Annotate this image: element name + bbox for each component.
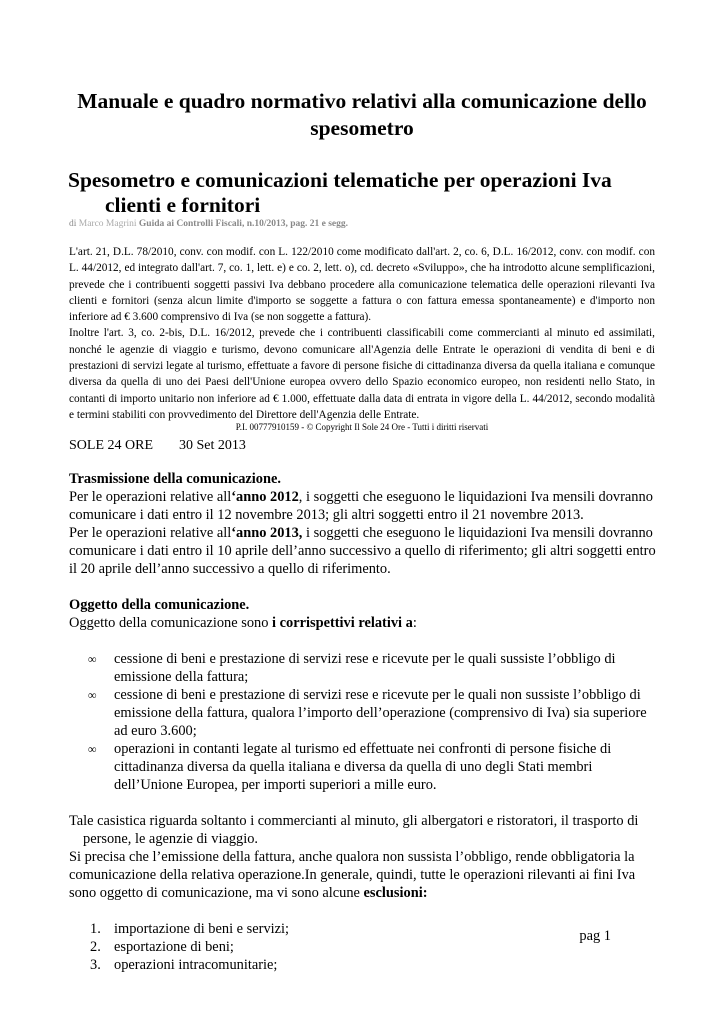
source-line <box>69 438 246 454</box>
bold-run: esclusioni: <box>363 885 428 901</box>
text-run: : <box>412 615 417 631</box>
list-item <box>69 686 659 740</box>
text-run: Per le operazioni relative all <box>69 489 232 505</box>
abstract-paragraph-2: Inoltre l'art. 3, co. 2-bis, D.L. 16/2012, prevede che i contribuenti classificabili come commercianti al minuto ed assimilati, nonché le agenzie di viaggio e turismo, devono comunicare all'Agenzia delle Entrate le operazioni di vendita di beni e di prestazioni di servizi legate al turismo, effettuate a favore di persone fisiche di cittadinanza diversa da quella italiana e comunque diversa da quella di uno dei Paesi dell'Unione europea ovvero dello Spazio economico europeo, non residenti nello Stato, in contanti di importo unitario non inferiore ad € 1.000, effettuate dalla data di entrata in vigore della L. 44/2012, secondo modalità e termini stabiliti con provvedimento del Direttore dell'Agenzia delle Entrate. <box>69 327 655 421</box>
text-run: Oggetto della comunicazione sono <box>69 615 273 631</box>
byline-author: Marco Magrini <box>78 219 137 229</box>
byline-source: Guida ai Controlli Fiscali, n.10/2013, pag. 21 e segg. <box>138 219 349 229</box>
bold-run: i corrispettivi relativi a <box>272 615 413 631</box>
spacer <box>69 578 659 596</box>
section-heading-trasmissione: Trasmissione della comunicazione. <box>69 471 281 487</box>
article-subtitle <box>68 168 668 218</box>
abstract-paragraph-1: L'art. 21, D.L. 78/2010, conv. con modif. con L. 122/2010 come modificato dall'art. 2, co. 6, D.L. 16/2012, conv. con modif. con L. 44/2012, ed integrato dall'art. 7, co. 1, lett. e) e co. 2, lett. o), cd. decreto «Sviluppo», che ha introdotto alcune semplificazioni, prevede che i contribuenti soggetti passivi Iva debbano procedere alla comunicazione telematica delle operazioni rilevanti Iva clienti e fornitori (senza alcun limite d'importo se soggette a fattura o con fattura emessa spontaneamente) e d'importo non inferiore ad € 3.600 comprensivo di Iva (se non soggette a fattura). <box>69 246 655 324</box>
spacer <box>69 794 659 812</box>
byline <box>69 219 348 229</box>
text-run: Per le operazioni relative all <box>69 525 232 541</box>
text-run: , i soggetti che eseguono le liquidazioni Iva mensili dovranno comunicare i dati entro il 12 novembre 2013; gli altri soggetti entro il 21 novembre 2013. <box>69 489 653 523</box>
source-date: 30 Set 2013 <box>179 438 246 453</box>
copyright-notice: P.I. 00777910159 - © Copyright Il Sole 24 Ore - Tutti i diritti riservati <box>235 422 489 432</box>
spacer <box>69 632 659 650</box>
subtitle-line-2: clienti e fornitori <box>105 193 261 217</box>
paragraph-anno-2012 <box>69 488 659 524</box>
list-item <box>69 938 659 956</box>
page-number: pag 1 <box>579 928 611 944</box>
list-item <box>69 956 659 974</box>
document-body <box>69 470 659 974</box>
paragraph-casistica <box>69 812 659 848</box>
text-run: i soggetti che eseguono le liquidazioni Iva mensili dovranno comunicare i dati entro il 10 aprile dell’anno successivo a quello di riferimento; gli altri soggetti entro il 20 aprile dell’anno successivo a quello di riferimento. <box>69 525 656 577</box>
bold-run: ‘anno 2013, <box>231 525 303 541</box>
list-item <box>69 740 659 794</box>
list-item-text: cessione di beni e prestazione di servizi rese e ricevute per le quali sussiste l’obbligo di emissione della fattura; <box>114 651 616 685</box>
bold-run: ‘anno 2012 <box>231 489 299 505</box>
paragraph-oggetto-intro <box>69 614 659 632</box>
list-number: 3. <box>90 957 101 973</box>
exclusions-list <box>69 920 659 974</box>
document-title: Manuale e quadro normativo relativi alla comunicazione dello spesometro <box>77 89 647 140</box>
text-run: Si precisa che l’emissione della fattura, anche qualora non sussista l’obbligo, rende obbligatoria la comunicazione della relativa operazione.In generale, quindi, tutte le operazioni rilevanti ai fini Iva sono oggetto di comunicazione, ma vi sono alcune <box>69 849 636 901</box>
corrispettivi-list <box>69 650 659 794</box>
list-item <box>69 650 659 686</box>
text-run: persone, le agenzie di viaggio. <box>83 831 259 847</box>
section-heading-oggetto: Oggetto della comunicazione. <box>69 597 250 613</box>
list-item-text: operazioni in contanti legate al turismo ed effettuate nei confronti di persone fisiche di cittadinanza diversa da quella italiana e diversa da quella di uno degli Stati membri dell’Unione Europea, per importi superiori a mille euro. <box>114 741 612 793</box>
byline-prefix: di <box>69 219 77 229</box>
paragraph-anno-2013 <box>69 524 659 578</box>
paragraph-precisa <box>69 848 659 902</box>
list-item-text: operazioni intracomunitarie; <box>114 957 278 973</box>
text-run: Tale casistica riguarda soltanto i commercianti al minuto, gli albergatori e ristoratori, il trasporto di <box>69 813 639 829</box>
subtitle-line-1: Spesometro e comunicazioni telematiche per operazioni Iva <box>68 168 612 192</box>
list-item-text: importazione di beni e servizi; <box>114 921 290 937</box>
list-item <box>69 920 659 938</box>
list-number: 2. <box>90 939 101 955</box>
source-name: SOLE 24 ORE <box>69 438 153 453</box>
abstract <box>69 244 655 423</box>
spacer <box>69 902 659 920</box>
infinity-bullet-icon: ∞ <box>88 742 97 756</box>
list-item-text: cessione di beni e prestazione di servizi rese e ricevute per le quali non sussiste l’obbligo di emissione della fattura, qualora l’importo dell’operazione (comprensivo di Iva) sia superiore ad euro 3.600; <box>114 687 647 739</box>
list-item-text: esportazione di beni; <box>114 939 234 955</box>
infinity-bullet-icon: ∞ <box>88 652 97 666</box>
list-number: 1. <box>90 921 101 937</box>
infinity-bullet-icon: ∞ <box>88 688 97 702</box>
